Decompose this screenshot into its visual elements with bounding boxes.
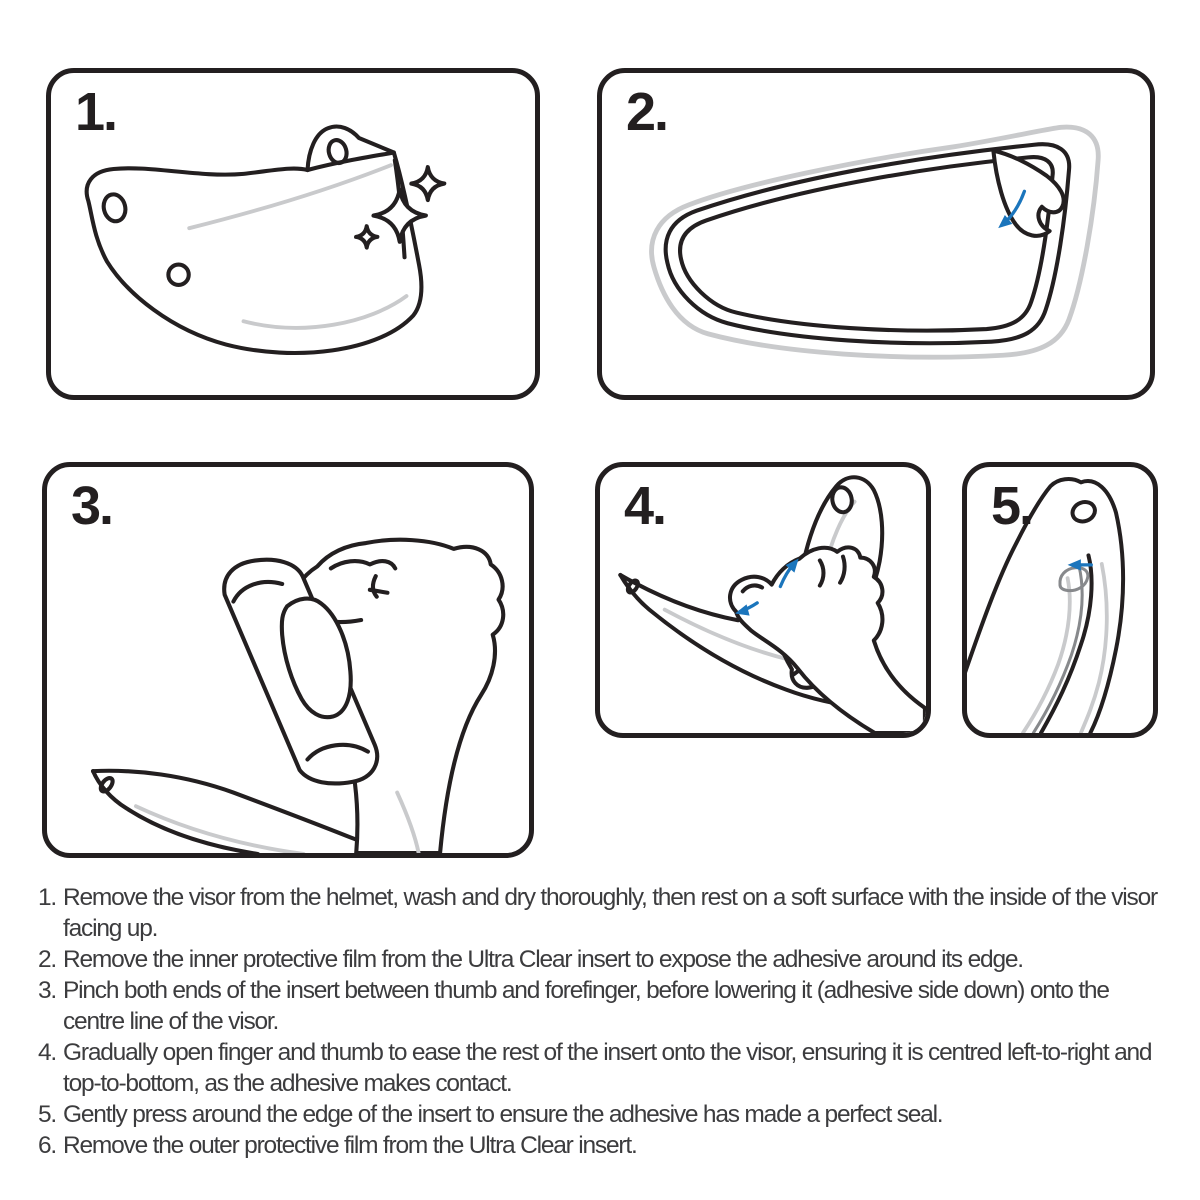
clean-visor-illustration [51,73,535,395]
instruction-number: 1. [38,884,57,911]
instruction-item-3 [38,975,1162,1037]
panel-step-5-number: 5. [991,476,1033,536]
instruction-item-6 [38,1130,1162,1161]
panel-step-2 [597,68,1155,400]
panel-step-1 [46,68,540,400]
instruction-text: Remove the inner protective film from the Ultra Clear insert to expose the adhesive around its edge. [63,946,1023,973]
instruction-item-4 [38,1037,1162,1099]
panel-step-5 [962,462,1158,738]
insert-edge-lines [1023,555,1092,732]
instruction-text: Pinch both ends of the insert between thumb and forefinger, before lowering it (adhesive side down) onto the centre line of the visor. [63,977,1109,1035]
panel-step-3 [42,462,534,858]
instruction-number: 6. [38,1132,57,1159]
film-corner-pocket [1060,568,1088,591]
instruction-number: 5. [38,1101,57,1128]
instruction-number: 3. [38,977,57,1004]
instruction-item-1 [38,882,1162,944]
panel-step-1-number: 1. [75,82,117,142]
instruction-text: Remove the visor from the helmet, wash and dry thoroughly, then rest on a soft surface with the inside of the visor facing up. [63,884,1157,942]
panel-step-4 [595,462,931,738]
instruction-item-2 [38,944,1162,975]
panel-step-4-number: 4. [624,476,666,536]
instruction-item-5 [38,1099,1162,1130]
instruction-text: Gradually open finger and thumb to ease the rest of the insert onto the visor, ensuring it is centred left-to-right and top-to-bottom, as the adhesive makes contact. [63,1039,1152,1097]
panel-step-2-number: 2. [626,82,668,142]
panel-step-3-number: 3. [71,476,113,536]
instruction-list [38,882,1162,1161]
instruction-number: 2. [38,946,57,973]
instruction-text: Gently press around the edge of the insert to ensure the adhesive has made a perfect seal. [63,1101,943,1128]
hand-illustration [730,547,925,733]
instruction-text: Remove the outer protective film from the Ultra Clear insert. [63,1132,637,1159]
instruction-number: 4. [38,1039,57,1066]
film-peel-illustration [602,73,1150,395]
pinch-insert-illustration [47,467,529,853]
